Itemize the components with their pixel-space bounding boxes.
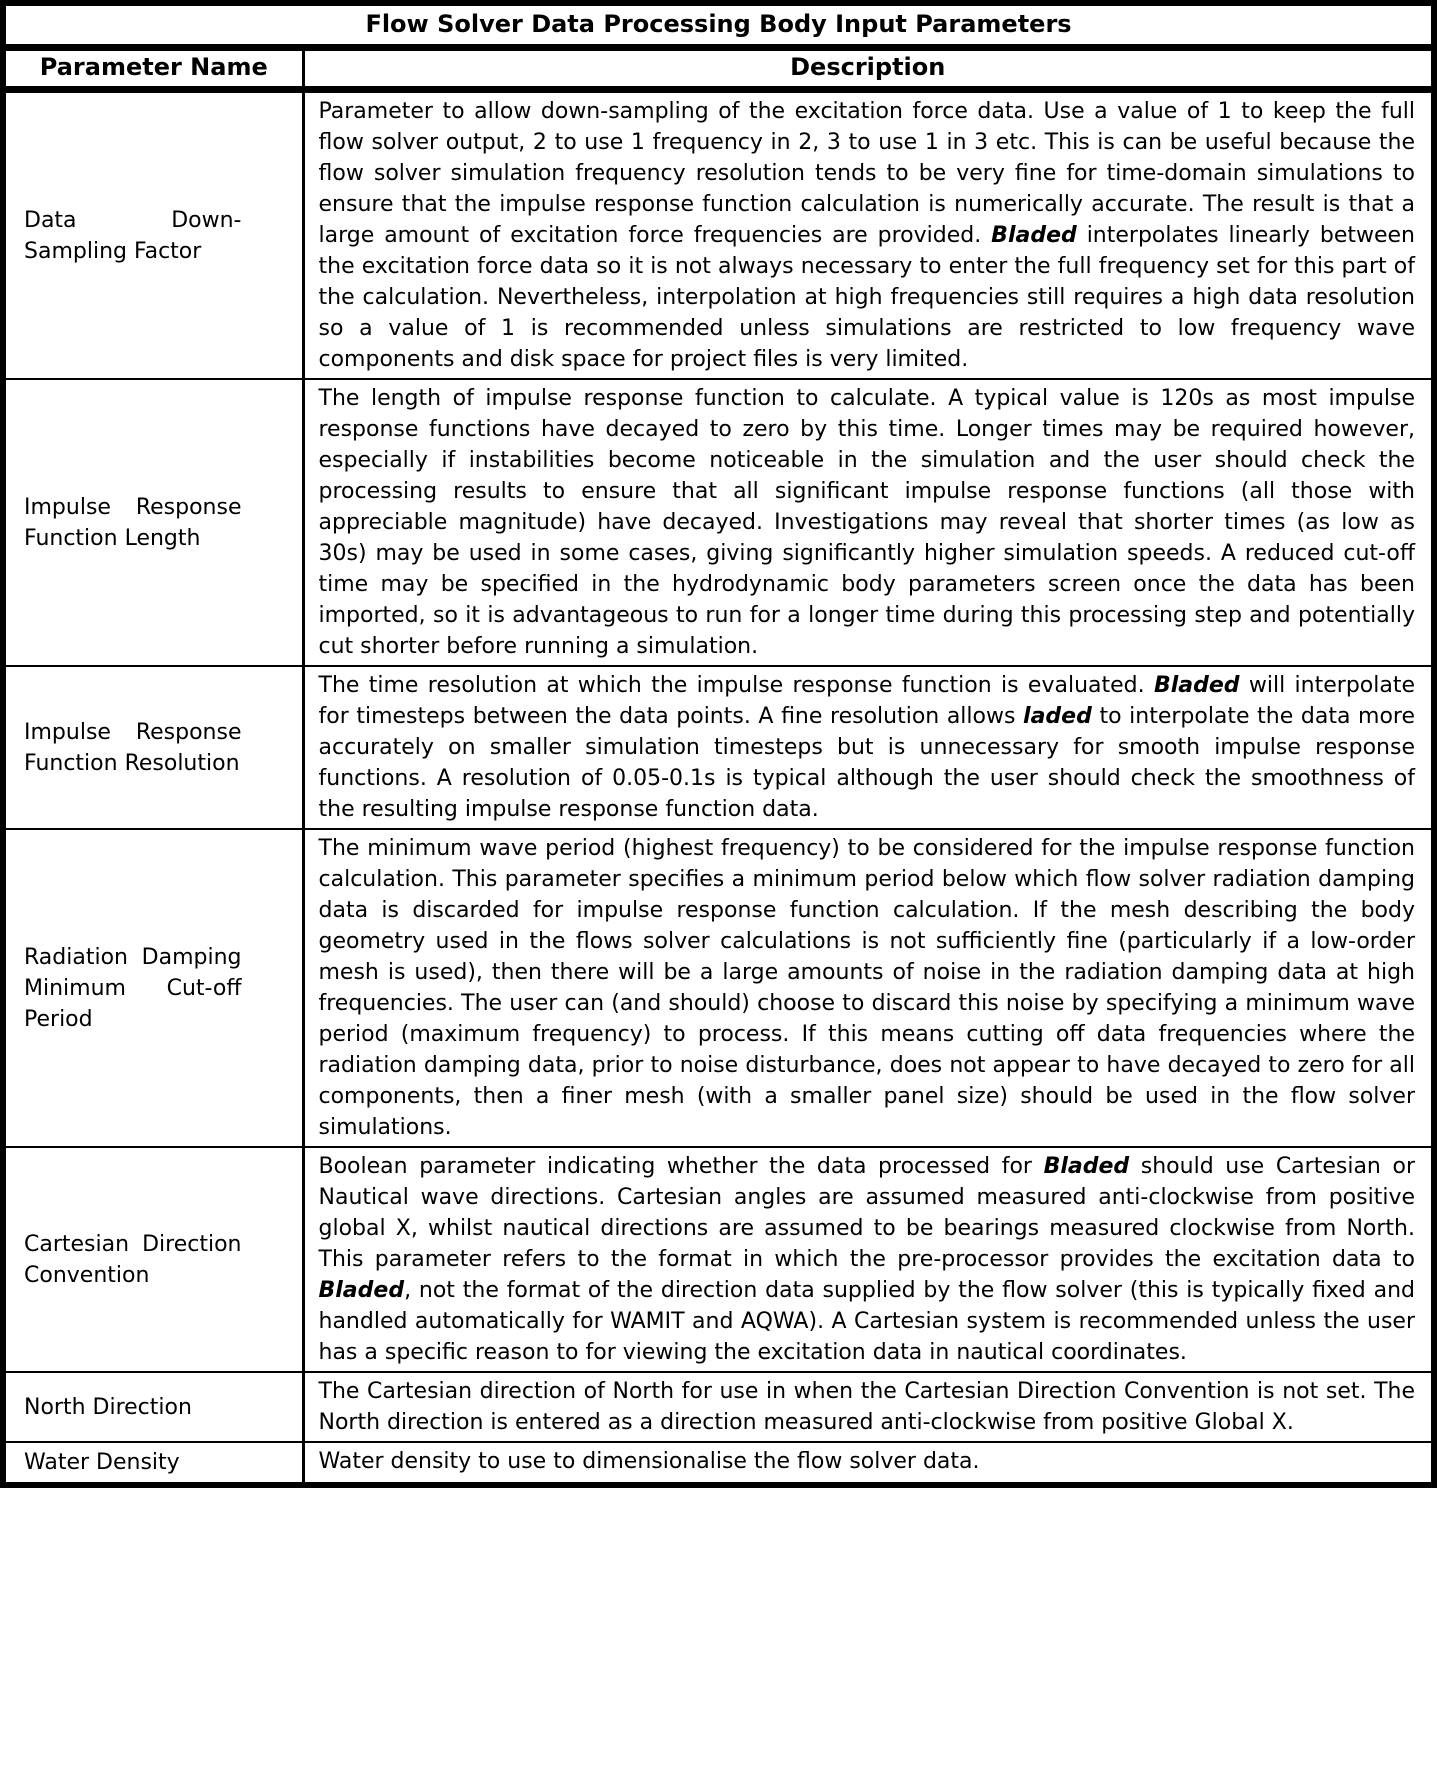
title-row — [3, 3, 1434, 48]
parameter-name-cell: Data Down-Sampling Factor — [3, 90, 303, 380]
parameter-name-cell: Cartesian Direction Convention — [3, 1147, 303, 1372]
table-row — [3, 379, 1434, 666]
product-name-emphasis: Bladed — [318, 1278, 405, 1303]
description-cell: The minimum wave period (highest frequency) to be considered for the impulse response function calculation. This parameter specifies a minimum period below which flow solver radiation damping data is discarded for impulse response function calculation. If the mesh describing the body geometry used in the flows solver calculations is not sufficiently fine (particularly if a low-order mesh is used), then there will be a large amounts of noise in the radiation damping data at high frequencies. The user can (and should) choose to discard this noise by specifying a minimum wave period (maximum frequency) to process. If this means cutting off data frequencies where the radiation damping data, prior to noise disturbance, does not appear to have decayed to zero for all components, then a finer mesh (with a smaller panel size) should be used in the flow solver simulations. — [303, 829, 1434, 1147]
description-cell: Boolean parameter indicating whether the data processed for Bladed should use Cartesian or Nautical wave directions. Cartesian angles are assumed measured anti-clockwise from positive global X, whilst nautical directions are assumed to be bearings measured clockwise from North. This parameter refers to the format in which the pre-processor provides the excitation data to Bladed, not the format of the direction data supplied by the flow solver (this is typically fixed and handled automatically for WAMIT and AQWA). A Cartesian system is recommended unless the user has a specific reason to for viewing the excitation data in nautical coordinates. — [303, 1147, 1434, 1372]
table-row — [3, 829, 1434, 1147]
product-name-emphasis: laded — [1023, 704, 1092, 729]
table-row — [3, 1147, 1434, 1372]
table-row — [3, 1442, 1434, 1485]
table-row — [3, 666, 1434, 829]
column-header-parameter-name: Parameter Name — [3, 48, 303, 90]
product-name-emphasis: Bladed — [1153, 673, 1240, 698]
header-row — [3, 48, 1434, 90]
table-row — [3, 1372, 1434, 1442]
description-cell: The time resolution at which the impulse response function is evaluated. Bladed will interpolate for timesteps between the data points. A fine resolution allows laded to interpolate the data more accurately on smaller simulation timesteps but is unnecessary for smooth impulse response functions. A resolution of 0.05-0.1s is typical although the user should check the smoothness of the resulting impulse response function data. — [303, 666, 1434, 829]
parameter-name-cell: Impulse Response Function Resolution — [3, 666, 303, 829]
table-title: Flow Solver Data Processing Body Input Parameters — [3, 3, 1434, 48]
description-cell: Parameter to allow down-sampling of the excitation force data. Use a value of 1 to keep the full flow solver output, 2 to use 1 frequency in 2, 3 to use 1 in 3 etc. This is can be useful because the flow solver simulation frequency resolution tends to be very fine for time-domain simulations to ensure that the impulse response function calculation is numerically accurate. The result is that a large amount of excitation force frequencies are provided. Bladed interpolates linearly between the excitation force data so it is not always necessary to enter the full frequency set for this part of the calculation. Nevertheless, interpolation at high frequencies still requires a high data resolution so a value of 1 is recommended unless simulations are restricted to low frequency wave components and disk space for project files is very limited. — [303, 90, 1434, 380]
parameter-name-cell: North Direction — [3, 1372, 303, 1442]
parameter-name-cell: Water Density — [3, 1442, 303, 1485]
description-cell: The Cartesian direction of North for use in when the Cartesian Direction Convention is not set. The North direction is entered as a direction measured anti-clockwise from positive Global X. — [303, 1372, 1434, 1442]
description-cell: Water density to use to dimensionalise the flow solver data. — [303, 1442, 1434, 1485]
description-cell: The length of impulse response function to calculate. A typical value is 120s as most impulse response functions have decayed to zero by this time. Longer times may be required however, especially if instabilities become noticeable in the simulation and the user should check the processing results to ensure that all significant impulse response functions (all those with appreciable magnitude) have decayed. Investigations may reveal that shorter times (as low as 30s) may be used in some cases, giving significantly higher simulation speeds. A reduced cut-off time may be specified in the hydrodynamic body parameters screen once the data has been imported, so it is advantageous to run for a longer time during this processing step and potentially cut shorter before running a simulation. — [303, 379, 1434, 666]
table-row — [3, 90, 1434, 380]
column-header-description: Description — [303, 48, 1434, 90]
parameter-name-cell: Impulse Response Function Length — [3, 379, 303, 666]
product-name-emphasis: Bladed — [991, 223, 1077, 248]
parameter-name-cell: Radiation Damping Minimum Cut-off Period — [3, 829, 303, 1147]
table-body — [3, 90, 1434, 1486]
product-name-emphasis: Bladed — [1043, 1154, 1130, 1179]
